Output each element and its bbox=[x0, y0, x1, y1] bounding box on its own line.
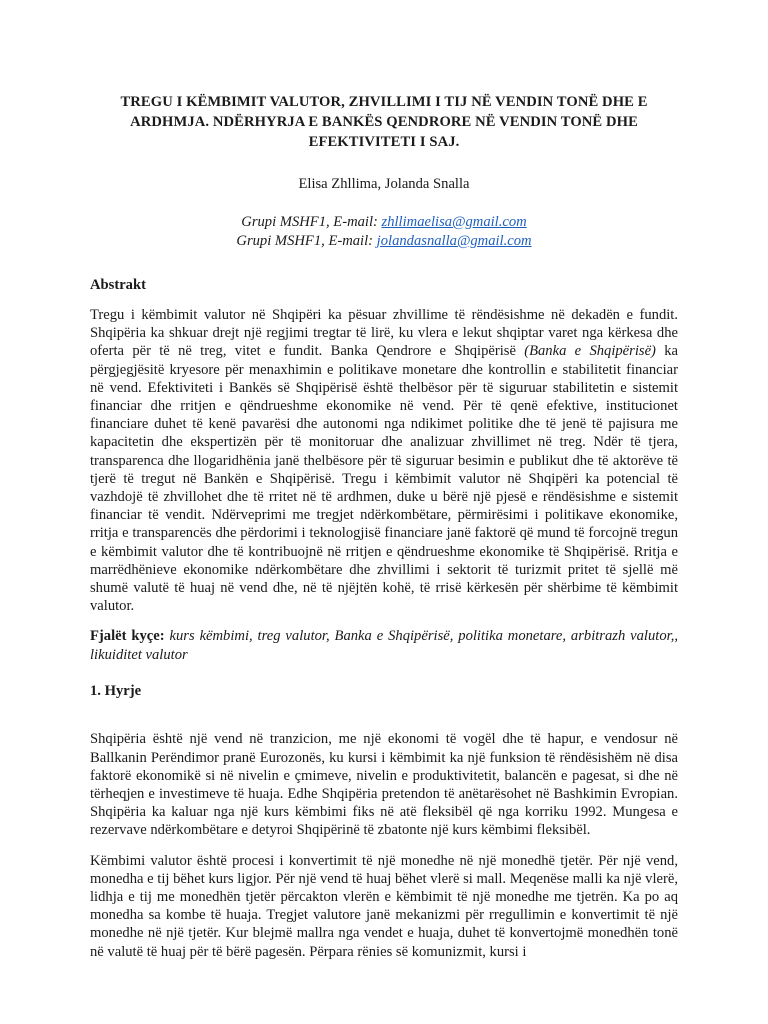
intro-paragraph-1: Shqipëria është një vend në tranzicion, me një ekonomi të vogël dhe të hapur, e vendosur në Ballkanin Perëndimor pranë Eurozonës, ku kursi i këmbimit ka një funksion të rëndësishëm në disa faktorë ekonomikë si në nivelin e çmimeve, nivelin e produktivitetit, balancën e pagesat, si dhe në tërheqjen e investimeve të huaja. Edhe Shqipëria pretendon të anëtarësohet në Bashkimin Evropian. Shqipëria ka kaluar nga një kurs këmbimi fiks në atë fleksibël që nga korriku 1992. Mungesa e rezervave ndërkombëtare e detyroi Shqipërinë të zbatonte një kurs këmbimi fleksibël. bbox=[90, 731, 678, 839]
keywords-text: kurs këmbimi, treg valutor, Banka e Shqipërisë, politika monetare, arbitrazh valutor,, likuiditet valutor bbox=[90, 628, 678, 664]
paper-title: TREGU I KËMBIMIT VALUTOR, ZHVILLIMI I TIJ NË VENDIN TONË DHE E ARDHMJA. NDËRHYRJA E BANKËS QENDRORE NË VENDIN TONË DHE EFEKTIVITETI I SAJ. bbox=[120, 94, 648, 150]
intro-paragraph-2: Këmbimi valutor është procesi i konvertimit të një monedhe në një monedhë tjetër. Për një vend, monedha e tij bëhet kurs ligjor. Për një vend të huaj bëhet vlerë si mall. Meqenëse malli ka një vlerë, lidhja e tij me monedhën tjetër përcakton vlerën e këmbimit të një monedhe me tjetrën. Ka po aq monedha sa kombe të huaja. Tregjet valutore janë mekanizmi për rregullimin e konvertimit të një monedhe në një tjetër. Kur blejmë mallra nga vendet e huaja, duhet të konvertojmë monedhën tonë në valutë të huaj për të bërë pagesën. Përpara rënies së komunizmit, kursi i bbox=[90, 852, 678, 960]
affiliation-2-prefix: Grupi MSHF1, E-mail: bbox=[236, 233, 377, 249]
abstract-text-2: ka përgjegjësitë kryesore për menaxhimin e politikave monetare dhe kontrollin e stabilitetit financiar në vend. Efektiviteti i Bankës së Shqipërisë është thelbësor për të siguruar stabilitetin e sistemit financiar dhe rritjen e qëndrueshme ekonomike në vend. Për të qenë efektive, institucionet financiare duhet të kenë pavarësi dhe autonomi nga ndikimet politike dhe të jenë të pajisura me kapacitetin dhe ekspertizën për të monitoruar dhe analizuar zhvillimet në treg. Ndër të tjera, transparenca dhe llogaridhënia janë thelbësore për të siguruar besimin e publikut dhe të aktorëve të tjerë të tregut në Bankën e Shqipërisë. Tregu i këmbimit valutor në Shqipëri ka potencial të vazhdojë të zhvillohet dhe të rritet në të ardhmen, duke u bërë një pjesë e rëndësishme e sistemit financiar të vendit. Ndërveprimi me tregjet ndërkombëtare, përmirësimi i politikave ekonomike, rritja e transparencës dhe përdorimi i teknologjisë financiare janë faktorë që mund të forcojnë tregun e këmbimit valutor dhe të kontribuojnë në rritjen e qëndrueshme ekonomike të Shqipërisë. Rritja e marrëdhënieve ekonomike ndërkombëtare dhe zhvillimi i sektorit të turizmit pritet të sjellë më shumë valutë të huaj në vend dhe, në të njëjtën kohë, të rrisë kërkesën për shërbime të këmbimit valutor. bbox=[90, 343, 678, 615]
abstract-text-1: Tregu i këmbimit valutor në Shqipëri ka pësuar zhvillime të rëndësishme në dekadën e fundit. Shqipëria ka shkuar drejt një regjimi tregtar të lirë, ku vlera e lekut shqiptar varet nga kërkesa dhe oferta për të në treg, vitet e fundit. Banka Qendrore e Shqipërisë bbox=[90, 307, 678, 360]
abstract-paragraph bbox=[90, 306, 678, 615]
abstract-heading: Abstrakt bbox=[90, 277, 146, 293]
intro-heading: 1. Hyrje bbox=[90, 683, 142, 700]
email-link-2[interactable]: jolandasnalla@gmail.com bbox=[376, 233, 532, 249]
email-link-1[interactable]: zhllimaelisa@gmail.com bbox=[381, 214, 527, 230]
keywords-label: Fjalët kyçe: bbox=[90, 628, 165, 645]
affiliation-1 bbox=[90, 213, 678, 232]
paper-authors: Elisa Zhllima, Jolanda Snalla bbox=[298, 176, 470, 192]
abstract-text-italic: (Banka e Shqipërisë) bbox=[524, 343, 656, 360]
affiliation-2 bbox=[90, 232, 678, 251]
keywords bbox=[90, 627, 678, 665]
affiliation-1-prefix: Grupi MSHF1, E-mail: bbox=[241, 214, 382, 230]
affiliations bbox=[90, 213, 678, 251]
